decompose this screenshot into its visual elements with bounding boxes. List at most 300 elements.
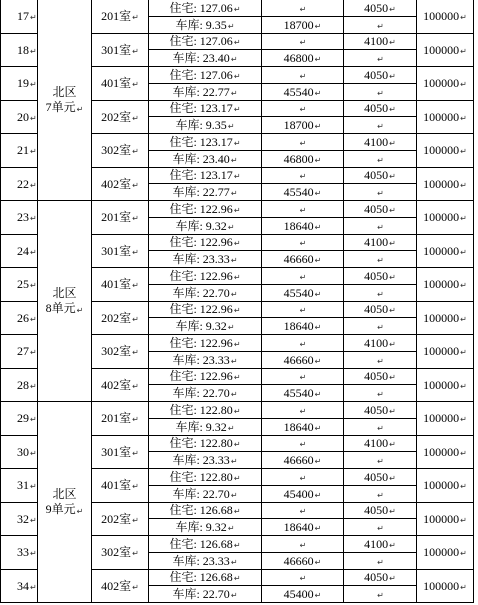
room-label: 401室 — [101, 277, 132, 292]
paragraph-mark-icon: ↵ — [377, 222, 384, 232]
house-amount-cell — [262, 168, 344, 185]
unit-price-cell — [344, 469, 417, 486]
paragraph-mark-icon: ↵ — [460, 415, 467, 425]
unit-line — [46, 301, 84, 316]
paragraph-mark-icon: ↵ — [314, 457, 322, 467]
total-cell — [417, 436, 474, 470]
paragraph-mark-icon: ↵ — [227, 323, 235, 333]
paragraph-mark-icon: ↵ — [314, 122, 322, 132]
row-number-cell — [0, 134, 38, 168]
paragraph-mark-icon: ↵ — [460, 46, 467, 56]
total-amount: 100000 — [423, 478, 460, 493]
total-cell — [417, 335, 474, 369]
unit-price: 4050 — [364, 369, 389, 384]
garage-amount-cell — [262, 553, 344, 570]
paragraph-mark-icon: ↵ — [132, 147, 139, 157]
paragraph-mark-icon: ↵ — [389, 540, 396, 550]
unit-price: 4100 — [364, 235, 389, 250]
garage-area-cell — [149, 50, 262, 67]
garage-amount-cell — [262, 151, 344, 168]
house-amount-cell — [262, 503, 344, 520]
row-number-cell — [0, 67, 38, 101]
room-cell — [92, 168, 149, 202]
house-area-cell — [149, 101, 262, 118]
paragraph-mark-icon: ↵ — [132, 13, 139, 23]
garage-area: 车库: 23.40 — [172, 151, 230, 166]
paragraph-mark-icon: ↵ — [30, 515, 37, 525]
paragraph-mark-icon: ↵ — [389, 339, 396, 349]
row-number-cell — [0, 402, 38, 436]
paragraph-mark-icon: ↵ — [30, 281, 37, 291]
paragraph-mark-icon: ↵ — [377, 390, 384, 400]
house-area-cell — [149, 0, 262, 17]
paragraph-mark-icon: ↵ — [299, 574, 307, 584]
house-area: 住宅: 122.96 — [169, 369, 233, 384]
unit-price-blank-cell — [344, 486, 417, 503]
room-label: 201室 — [101, 411, 132, 426]
garage-area-cell — [149, 553, 262, 570]
paragraph-mark-icon: ↵ — [314, 88, 322, 98]
total-amount: 100000 — [423, 578, 460, 593]
paragraph-mark-icon: ↵ — [314, 155, 322, 165]
paragraph-mark-icon: ↵ — [389, 71, 396, 81]
paragraph-mark-icon: ↵ — [389, 306, 396, 316]
house-area-cell — [149, 436, 262, 453]
paragraph-mark-icon: ↵ — [30, 348, 37, 358]
unit-label: 北区 — [52, 286, 77, 300]
paragraph-mark-icon: ↵ — [377, 122, 384, 132]
paragraph-mark-icon: ↵ — [314, 356, 322, 366]
house-area: 住宅: 122.96 — [169, 268, 233, 283]
house-area: 住宅: 126.68 — [169, 570, 233, 585]
garage-amount: 45540 — [283, 386, 314, 401]
garage-amount: 46800 — [283, 151, 314, 166]
garage-amount-cell — [262, 586, 344, 603]
total-amount: 100000 — [423, 277, 460, 292]
garage-amount: 45540 — [283, 185, 314, 200]
paragraph-mark-icon: ↵ — [233, 239, 241, 249]
total-amount: 100000 — [423, 344, 460, 359]
unit-price: 4050 — [364, 402, 389, 417]
garage-area-cell — [149, 318, 262, 335]
garage-area: 车库: 9.32 — [175, 419, 227, 434]
house-amount-cell — [262, 469, 344, 486]
unit-price-blank-cell — [344, 452, 417, 469]
house-amount-cell — [262, 335, 344, 352]
total-amount: 100000 — [423, 210, 460, 225]
house-area-cell — [149, 469, 262, 486]
garage-area-cell — [149, 17, 262, 34]
row-number-cell — [0, 235, 38, 269]
paragraph-mark-icon: ↵ — [460, 281, 467, 291]
paragraph-mark-icon: ↵ — [132, 247, 139, 257]
garage-area-cell — [149, 251, 262, 268]
total-cell — [417, 201, 474, 235]
paragraph-mark-icon: ↵ — [314, 55, 322, 65]
paragraph-mark-icon: ↵ — [389, 507, 396, 517]
unit-price-blank-cell — [344, 151, 417, 168]
unit-price: 4050 — [364, 0, 389, 15]
unit-price-cell — [344, 101, 417, 118]
house-amount-cell — [262, 0, 344, 17]
paragraph-mark-icon: ↵ — [132, 180, 139, 190]
unit-price-cell — [344, 34, 417, 51]
paragraph-mark-icon: ↵ — [76, 506, 84, 516]
house-area-cell — [149, 503, 262, 520]
paragraph-mark-icon: ↵ — [233, 205, 241, 215]
room-cell — [92, 302, 149, 336]
paragraph-mark-icon: ↵ — [227, 423, 235, 433]
paragraph-mark-icon: ↵ — [299, 138, 307, 148]
room-label: 202室 — [101, 511, 132, 526]
garage-area: 车库: 9.35 — [175, 118, 227, 133]
paragraph-mark-icon: ↵ — [233, 540, 241, 550]
unit-label: 北区 — [52, 85, 77, 99]
row-number: 29 — [17, 411, 29, 426]
unit-price-cell — [344, 0, 417, 17]
paragraph-mark-icon: ↵ — [389, 473, 396, 483]
paragraph-mark-icon: ↵ — [30, 46, 37, 56]
house-area-cell — [149, 268, 262, 285]
unit-price-cell — [344, 536, 417, 553]
garage-amount-cell — [262, 519, 344, 536]
paragraph-mark-icon: ↵ — [299, 540, 307, 550]
house-area: 住宅: 122.80 — [169, 469, 233, 484]
garage-area: 车库: 9.35 — [175, 17, 227, 32]
room-label: 401室 — [101, 76, 132, 91]
house-amount-cell — [262, 201, 344, 218]
house-area: 住宅: 127.06 — [169, 67, 233, 82]
room-label: 302室 — [101, 143, 132, 158]
house-area-cell — [149, 536, 262, 553]
unit-price-cell — [344, 235, 417, 252]
row-number: 18 — [17, 42, 29, 57]
garage-amount-cell — [262, 50, 344, 67]
paragraph-mark-icon: ↵ — [233, 105, 241, 115]
paragraph-mark-icon: ↵ — [377, 490, 384, 500]
garage-area: 车库: 22.70 — [172, 486, 230, 501]
paragraph-mark-icon: ↵ — [233, 306, 241, 316]
unit-price-blank-cell — [344, 553, 417, 570]
house-area: 住宅: 122.96 — [169, 235, 233, 250]
paragraph-mark-icon: ↵ — [230, 256, 238, 266]
garage-area: 车库: 22.70 — [172, 285, 230, 300]
row-number-cell — [0, 268, 38, 302]
paragraph-mark-icon: ↵ — [230, 289, 238, 299]
paragraph-mark-icon: ↵ — [460, 549, 467, 559]
unit-cell — [38, 0, 92, 201]
room-cell — [92, 369, 149, 403]
unit-price: 4050 — [364, 469, 389, 484]
total-amount: 100000 — [423, 377, 460, 392]
unit-price-cell — [344, 436, 417, 453]
paragraph-mark-icon: ↵ — [314, 289, 322, 299]
house-amount-cell — [262, 436, 344, 453]
paragraph-mark-icon: ↵ — [30, 582, 37, 592]
house-amount-cell — [262, 402, 344, 419]
total-cell — [417, 469, 474, 503]
paragraph-mark-icon: ↵ — [230, 390, 238, 400]
house-amount-cell — [262, 235, 344, 252]
room-cell — [92, 201, 149, 235]
paragraph-mark-icon: ↵ — [377, 21, 384, 31]
paragraph-mark-icon: ↵ — [460, 214, 467, 224]
room-cell — [92, 503, 149, 537]
paragraph-mark-icon: ↵ — [30, 147, 37, 157]
room-label: 201室 — [101, 9, 132, 24]
unit-price-blank-cell — [344, 218, 417, 235]
paragraph-mark-icon: ↵ — [30, 113, 37, 123]
row-number-cell — [0, 101, 38, 135]
paragraph-mark-icon: ↵ — [299, 507, 307, 517]
paragraph-mark-icon: ↵ — [30, 381, 37, 391]
unit-price: 4100 — [364, 335, 389, 350]
unit-cell — [38, 402, 92, 603]
paragraph-mark-icon: ↵ — [389, 440, 396, 450]
paragraph-mark-icon: ↵ — [227, 122, 235, 132]
house-area-cell — [149, 570, 262, 587]
garage-amount-cell — [262, 17, 344, 34]
paragraph-mark-icon: ↵ — [377, 557, 384, 567]
paragraph-mark-icon: ↵ — [30, 13, 37, 23]
total-amount: 100000 — [423, 143, 460, 158]
garage-amount-cell — [262, 117, 344, 134]
garage-area-cell — [149, 84, 262, 101]
room-label: 301室 — [101, 243, 132, 258]
room-label: 301室 — [101, 444, 132, 459]
garage-area-cell — [149, 519, 262, 536]
paragraph-mark-icon: ↵ — [30, 415, 37, 425]
house-area-cell — [149, 369, 262, 386]
unit-price-cell — [344, 134, 417, 151]
house-amount-cell — [262, 536, 344, 553]
garage-amount: 18700 — [283, 118, 314, 133]
row-number-cell — [0, 335, 38, 369]
paragraph-mark-icon: ↵ — [389, 239, 396, 249]
garage-amount-cell — [262, 285, 344, 302]
total-amount: 100000 — [423, 243, 460, 258]
paragraph-mark-icon: ↵ — [30, 180, 37, 190]
unit-price: 4050 — [364, 67, 389, 82]
room-label: 402室 — [101, 377, 132, 392]
paragraph-mark-icon: ↵ — [314, 591, 322, 601]
garage-amount: 45400 — [283, 587, 314, 602]
unit-price-blank-cell — [344, 352, 417, 369]
total-amount: 100000 — [423, 76, 460, 91]
paragraph-mark-icon: ↵ — [299, 272, 307, 282]
paragraph-mark-icon: ↵ — [460, 314, 467, 324]
unit-price-blank-cell — [344, 385, 417, 402]
room-cell — [92, 34, 149, 68]
room-cell — [92, 268, 149, 302]
garage-amount-cell — [262, 184, 344, 201]
unit-price-blank-cell — [344, 586, 417, 603]
row-number: 32 — [17, 511, 29, 526]
paragraph-mark-icon: ↵ — [233, 138, 241, 148]
paragraph-mark-icon: ↵ — [132, 381, 139, 391]
garage-area-cell — [149, 218, 262, 235]
paragraph-mark-icon: ↵ — [30, 448, 37, 458]
garage-area-cell — [149, 419, 262, 436]
house-amount-cell — [262, 268, 344, 285]
garage-area-cell — [149, 184, 262, 201]
room-label: 402室 — [101, 578, 132, 593]
room-cell — [92, 0, 149, 34]
house-amount-cell — [262, 101, 344, 118]
room-label: 302室 — [101, 344, 132, 359]
row-number: 25 — [17, 277, 29, 292]
paragraph-mark-icon: ↵ — [132, 482, 139, 492]
paragraph-mark-icon: ↵ — [299, 4, 307, 14]
house-area-cell — [149, 335, 262, 352]
row-number: 26 — [17, 310, 29, 325]
room-label: 202室 — [101, 109, 132, 124]
paragraph-mark-icon: ↵ — [299, 105, 307, 115]
paragraph-mark-icon: ↵ — [230, 457, 238, 467]
paragraph-mark-icon: ↵ — [132, 80, 139, 90]
garage-area-cell — [149, 151, 262, 168]
paragraph-mark-icon: ↵ — [460, 247, 467, 257]
paragraph-mark-icon: ↵ — [314, 390, 322, 400]
house-amount-cell — [262, 570, 344, 587]
paragraph-mark-icon: ↵ — [299, 172, 307, 182]
paragraph-mark-icon: ↵ — [460, 113, 467, 123]
total-cell — [417, 168, 474, 202]
garage-area-cell — [149, 352, 262, 369]
paragraph-mark-icon: ↵ — [389, 205, 396, 215]
garage-amount-cell — [262, 84, 344, 101]
garage-amount-cell — [262, 251, 344, 268]
paragraph-mark-icon: ↵ — [389, 138, 396, 148]
unit-price: 4050 — [364, 168, 389, 183]
total-cell — [417, 67, 474, 101]
room-cell — [92, 536, 149, 570]
paragraph-mark-icon: ↵ — [30, 314, 37, 324]
unit-price-cell — [344, 302, 417, 319]
row-number-cell — [0, 436, 38, 470]
unit-price: 4100 — [364, 436, 389, 451]
unit-price-cell — [344, 201, 417, 218]
row-number-cell — [0, 168, 38, 202]
paragraph-mark-icon: ↵ — [299, 339, 307, 349]
paragraph-mark-icon: ↵ — [377, 189, 384, 199]
garage-amount: 45540 — [283, 84, 314, 99]
row-number: 24 — [17, 243, 29, 258]
paragraph-mark-icon: ↵ — [230, 557, 238, 567]
paragraph-mark-icon: ↵ — [299, 205, 307, 215]
room-label: 401室 — [101, 478, 132, 493]
row-number: 28 — [17, 377, 29, 392]
paragraph-mark-icon: ↵ — [299, 239, 307, 249]
paragraph-mark-icon: ↵ — [30, 80, 37, 90]
unit-price-blank-cell — [344, 251, 417, 268]
house-amount-cell — [262, 134, 344, 151]
house-amount-cell — [262, 67, 344, 84]
garage-area: 车库: 9.32 — [175, 520, 227, 535]
paragraph-mark-icon: ↵ — [30, 247, 37, 257]
paragraph-mark-icon: ↵ — [230, 591, 238, 601]
paragraph-mark-icon: ↵ — [314, 21, 322, 31]
room-label: 201室 — [101, 210, 132, 225]
paragraph-mark-icon: ↵ — [132, 582, 139, 592]
paragraph-mark-icon: ↵ — [389, 105, 396, 115]
house-amount-cell — [262, 302, 344, 319]
paragraph-mark-icon: ↵ — [233, 507, 241, 517]
garage-amount: 18640 — [283, 218, 314, 233]
paragraph-mark-icon: ↵ — [460, 582, 467, 592]
paragraph-mark-icon: ↵ — [377, 155, 384, 165]
total-amount: 100000 — [423, 545, 460, 560]
garage-amount: 45540 — [283, 285, 314, 300]
unit-price-blank-cell — [344, 519, 417, 536]
unit-line — [52, 487, 76, 502]
unit-price: 4050 — [364, 302, 389, 317]
paragraph-mark-icon: ↵ — [314, 423, 322, 433]
house-area: 住宅: 126.68 — [169, 536, 233, 551]
row-number-cell — [0, 536, 38, 570]
room-cell — [92, 101, 149, 135]
paragraph-mark-icon: ↵ — [76, 305, 84, 315]
paragraph-mark-icon: ↵ — [233, 339, 241, 349]
paragraph-mark-icon: ↵ — [132, 214, 139, 224]
unit-price: 4050 — [364, 101, 389, 116]
unit-price-cell — [344, 369, 417, 386]
paragraph-mark-icon: ↵ — [132, 46, 139, 56]
unit-price: 4100 — [364, 134, 389, 149]
paragraph-mark-icon: ↵ — [389, 4, 396, 14]
room-cell — [92, 402, 149, 436]
garage-area: 车库: 22.77 — [172, 185, 230, 200]
house-area-cell — [149, 235, 262, 252]
total-cell — [417, 302, 474, 336]
paragraph-mark-icon: ↵ — [230, 356, 238, 366]
total-cell — [417, 101, 474, 135]
garage-amount: 46660 — [283, 553, 314, 568]
paragraph-mark-icon: ↵ — [233, 71, 241, 81]
paragraph-mark-icon: ↵ — [299, 71, 307, 81]
paragraph-mark-icon: ↵ — [233, 473, 241, 483]
garage-amount: 18640 — [283, 520, 314, 535]
garage-amount-cell — [262, 452, 344, 469]
total-amount: 100000 — [423, 310, 460, 325]
row-number-cell — [0, 369, 38, 403]
house-area-cell — [149, 302, 262, 319]
paragraph-mark-icon: ↵ — [377, 423, 384, 433]
paragraph-mark-icon: ↵ — [132, 281, 139, 291]
house-amount-cell — [262, 369, 344, 386]
paragraph-mark-icon: ↵ — [132, 314, 139, 324]
row-number: 30 — [17, 444, 29, 459]
total-amount: 100000 — [423, 411, 460, 426]
paragraph-mark-icon: ↵ — [377, 591, 384, 601]
paragraph-mark-icon: ↵ — [377, 356, 384, 366]
row-number: 19 — [17, 76, 29, 91]
row-number: 27 — [17, 344, 29, 359]
paragraph-mark-icon: ↵ — [299, 38, 307, 48]
row-number-cell — [0, 0, 38, 34]
row-number: 31 — [17, 478, 29, 493]
garage-amount: 46660 — [283, 352, 314, 367]
house-area-cell — [149, 134, 262, 151]
unit-label: 9单元 — [45, 502, 76, 516]
unit-price-cell — [344, 503, 417, 520]
unit-price-cell — [344, 268, 417, 285]
paragraph-mark-icon: ↵ — [460, 515, 467, 525]
total-amount: 100000 — [423, 444, 460, 459]
garage-amount: 18640 — [283, 419, 314, 434]
unit-price-cell — [344, 67, 417, 84]
paragraph-mark-icon: ↵ — [227, 21, 235, 31]
